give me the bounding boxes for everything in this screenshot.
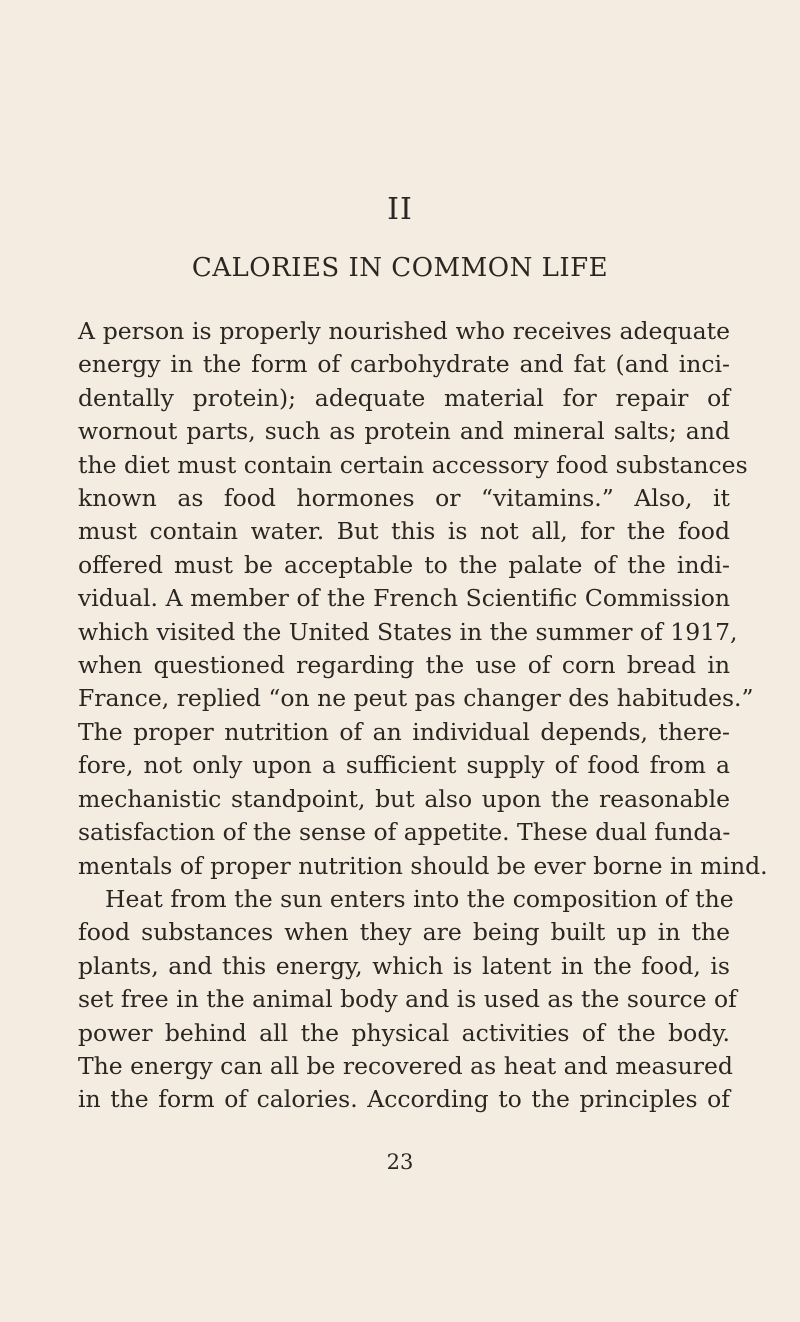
text-line: Heat from the sun enters into the composition of the	[105, 884, 734, 913]
text-line: which visited the United States in the summer of 1917,	[78, 617, 738, 646]
paragraph-1	[78, 315, 768, 883]
text-line: vidual. A member of the French Scientific Commission	[78, 584, 730, 613]
text-line: satisfaction of the sense of appetite. These dual funda-	[78, 818, 731, 847]
text-line: the diet must contain certain accessory food substances	[78, 450, 748, 479]
paragraph-2	[78, 883, 737, 1117]
body-text	[78, 315, 768, 1117]
text-line: known as food hormones or “vitamins.” Also, it	[78, 484, 730, 513]
text-line: mechanistic standpoint, but also upon the reasonable	[78, 784, 730, 813]
page-number: 23	[386, 1150, 414, 1174]
text-line: when questioned regarding the use of corn bread in	[78, 651, 730, 680]
chapter-number: II	[387, 192, 413, 227]
text-line: plants, and this energy, which is latent in the food, is	[78, 951, 730, 980]
text-line: food substances when they are being built up in the	[78, 918, 730, 947]
text-line: fore, not only upon a sufficient supply of food from a	[78, 751, 730, 780]
text-line: The proper nutrition of an individual depends, there-	[78, 717, 730, 746]
text-line: The energy can all be recovered as heat and measured	[78, 1051, 733, 1080]
chapter-title: CALORIES IN COMMON LIFE	[191, 253, 609, 283]
text-line: A person is properly nourished who receives adequate	[78, 317, 730, 345]
text-line: France, replied “on ne peut pas changer des habitudes.”	[78, 684, 754, 713]
text-line: power behind all the physical activities of the body.	[78, 1018, 730, 1047]
text-line: wornout parts, such as protein and mineral salts; and	[78, 417, 730, 446]
text-line: dentally protein); adequate material for repair of	[78, 383, 730, 412]
text-line: mentals of proper nutrition should be ever borne in mind.	[78, 851, 768, 880]
text-line: set free in the animal body and is used as the source of	[78, 985, 737, 1014]
text-line: must contain water. But this is not all, for the food	[78, 517, 730, 546]
text-line: energy in the form of carbohydrate and fat (and inci-	[78, 350, 730, 379]
text-line: in the form of calories. According to the principles of	[78, 1085, 730, 1114]
text-line: offered must be acceptable to the palate of the indi-	[78, 550, 730, 579]
